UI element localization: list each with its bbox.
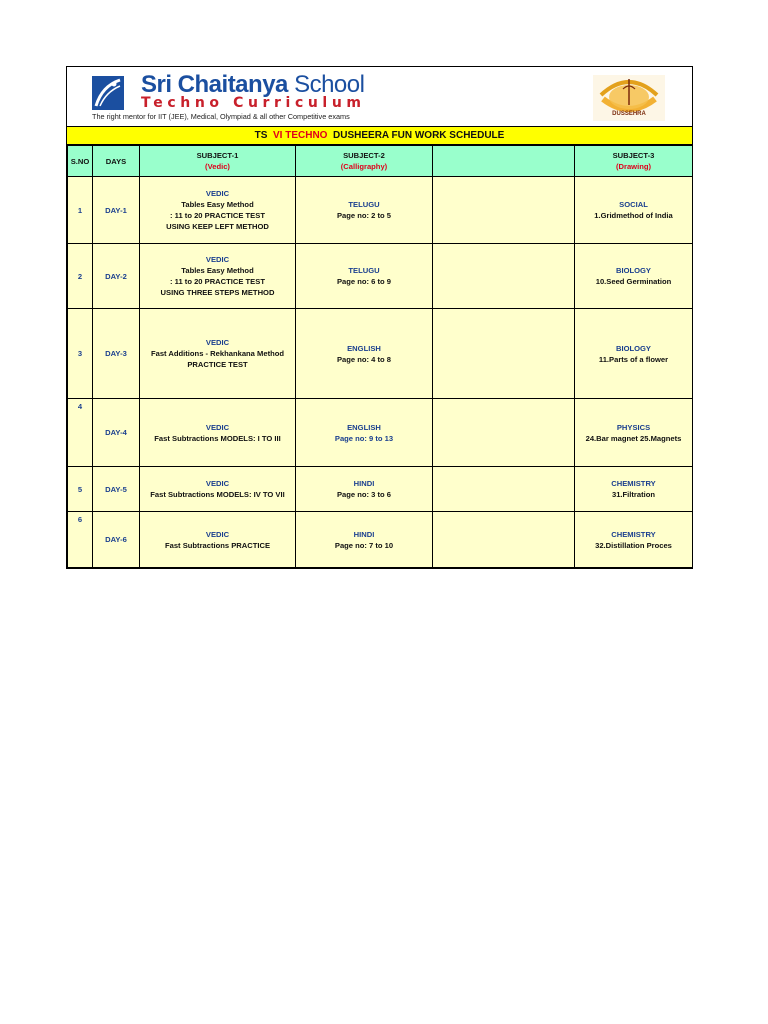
row-subject2: HINDI Page no: 3 to 6 <box>296 467 433 512</box>
row-blank <box>433 244 575 309</box>
table-header-row <box>68 146 693 177</box>
school-logo-icon <box>92 76 124 110</box>
row-subject2: HINDI Page no: 7 to 10 <box>296 512 433 568</box>
title-prefix: TS <box>254 130 268 141</box>
row-sno: 3 <box>68 309 93 399</box>
row-day: DAY-4 <box>93 399 140 467</box>
row-day: DAY-6 <box>93 512 140 568</box>
brand-school: School <box>294 71 365 98</box>
row-subject3: BIOLOGY 11.Parts of a flower <box>575 309 693 399</box>
row-subject2: TELUGU Page no: 6 to 9 <box>296 244 433 309</box>
title-highlight: VI TECHNO <box>273 130 328 141</box>
subject3-header-label: SUBJECT-3 <box>612 151 655 160</box>
row-sno: 4 <box>68 399 93 467</box>
row-day: DAY-3 <box>93 309 140 399</box>
col-header-subject3 <box>575 146 693 177</box>
schedule-sheet <box>66 66 693 569</box>
row-day: DAY-2 <box>93 244 140 309</box>
row-subject3: CHEMISTRY 31.Filtration <box>575 467 693 512</box>
dussehra-logo-icon <box>593 75 665 121</box>
col-header-subject1 <box>140 146 296 177</box>
table-row <box>68 512 693 568</box>
school-header <box>67 67 692 125</box>
col-header-sno: S.NO <box>68 146 93 177</box>
row-blank <box>433 467 575 512</box>
table-row <box>68 177 693 244</box>
row-subject3: CHEMISTRY 32.Distillation Proces <box>575 512 693 568</box>
row-blank <box>433 309 575 399</box>
row-subject1: VEDIC Fast Subtractions MODELS: I TO III <box>140 399 296 467</box>
row-subject1: VEDIC Fast Subtractions MODELS: IV TO VII <box>140 467 296 512</box>
row-sno: 2 <box>68 244 93 309</box>
row-subject2: ENGLISH Page no: 9 to 13 <box>296 399 433 467</box>
subject2-header-sub: (Calligraphy) <box>340 162 388 171</box>
schedule-table <box>67 145 693 568</box>
col-header-days: DAYS <box>93 146 140 177</box>
row-subject1: VEDIC Fast Subtractions PRACTICE <box>140 512 296 568</box>
row-subject3: PHYSICS 24.Bar magnet 25.Magnets <box>575 399 693 467</box>
table-row <box>68 244 693 309</box>
row-subject2: TELUGU Page no: 2 to 5 <box>296 177 433 244</box>
row-sno: 6 <box>68 512 93 568</box>
col-header-subject2 <box>296 146 433 177</box>
row-day: DAY-5 <box>93 467 140 512</box>
subject1-header-sub: (Vedic) <box>205 162 230 171</box>
row-sno: 1 <box>68 177 93 244</box>
brand-tagline: The right mentor for IIT (JEE), Medical, Olympiad & all other Competitive exams <box>92 112 350 121</box>
table-row <box>68 467 693 512</box>
subject1-header-label: SUBJECT-1 <box>196 151 239 160</box>
row-blank <box>433 177 575 244</box>
table-row <box>68 399 693 467</box>
row-blank <box>433 512 575 568</box>
row-blank <box>433 399 575 467</box>
row-subject1: VEDIC Fast Additions - Rekhankana Method PRACTICE TEST <box>140 309 296 399</box>
row-day: DAY-1 <box>93 177 140 244</box>
row-sno: 5 <box>68 467 93 512</box>
subject2-header-label: SUBJECT-2 <box>343 151 385 160</box>
col-header-blank <box>433 146 575 177</box>
table-row <box>68 309 693 399</box>
subject3-header-sub: (Drawing) <box>615 162 651 171</box>
brand-name: Sri Chaitanya School <box>141 71 365 98</box>
row-subject2: ENGLISH Page no: 4 to 8 <box>296 309 433 399</box>
row-subject1: VEDIC Tables Easy Method : 11 to 20 PRACTICE TEST USING KEEP LEFT METHOD <box>140 177 296 244</box>
schedule-title <box>67 126 692 145</box>
row-subject3: SOCIAL 1.Gridmethod of India <box>575 177 693 244</box>
dussehra-logo-text: DUSSEHRA <box>612 111 646 117</box>
brand-subtitle: Techno Curriculum <box>141 95 366 111</box>
title-rest: DUSHEERA FUN WORK SCHEDULE <box>333 130 505 141</box>
row-subject1: VEDIC Tables Easy Method : 11 to 20 PRACTICE TEST USING THREE STEPS METHOD <box>140 244 296 309</box>
row-subject3: BIOLOGY 10.Seed Germination <box>575 244 693 309</box>
